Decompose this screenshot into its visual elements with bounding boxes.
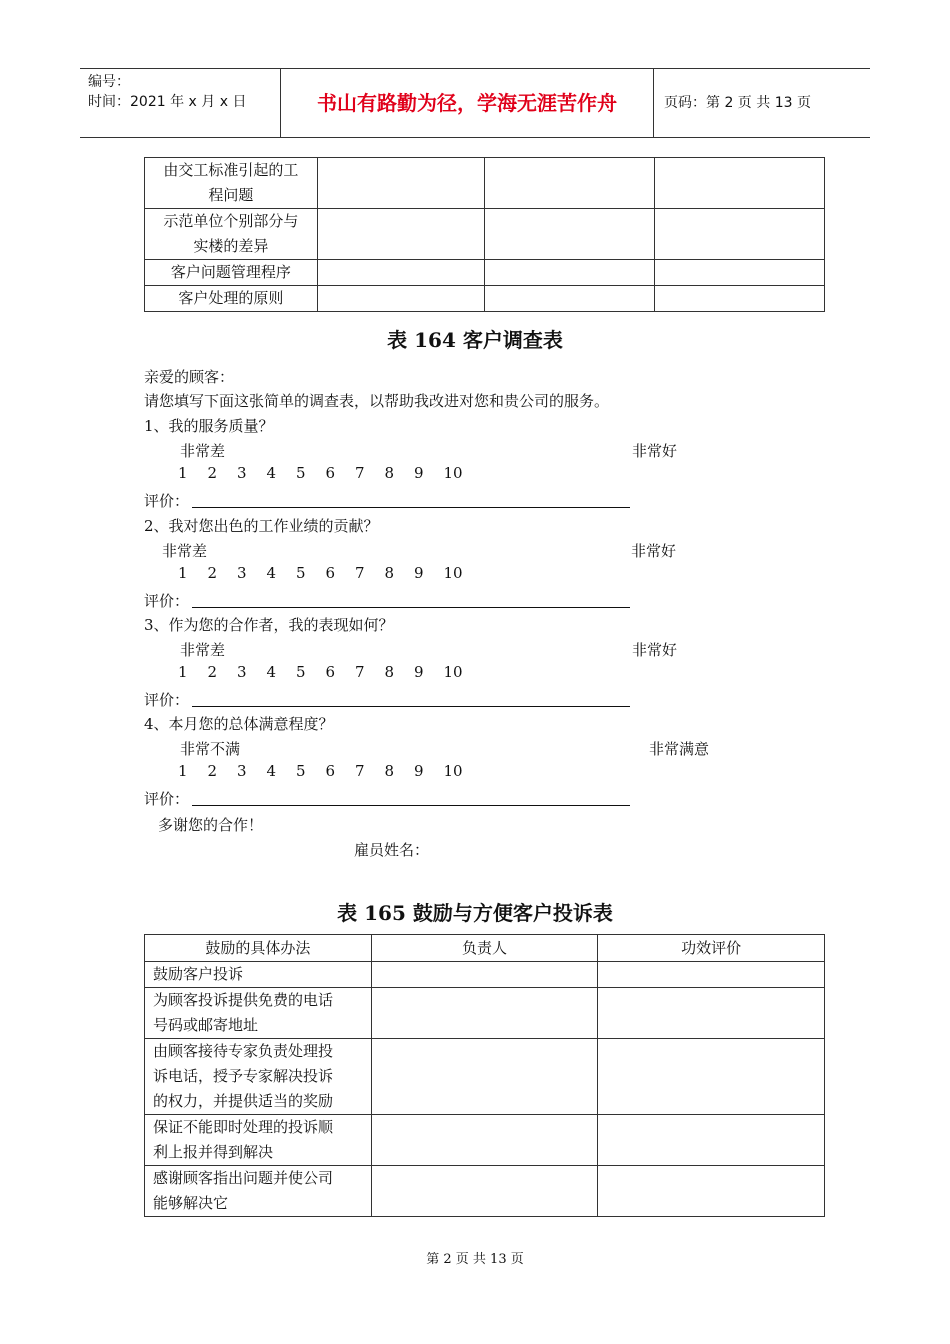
empty-cell[interactable]: [598, 1115, 825, 1166]
comment-label: 评价：: [144, 691, 190, 709]
rating-scale: [178, 663, 473, 681]
empty-cell[interactable]: [371, 962, 598, 988]
scale-number[interactable]: 6: [325, 464, 336, 482]
table-cell: 示范单位个别部分与 实楼的差异: [145, 209, 318, 260]
scale-number[interactable]: 1: [178, 762, 188, 780]
scale-low-label: 非常差: [180, 442, 226, 460]
scale-number[interactable]: 10: [443, 564, 463, 582]
complaint-table-title: 表 165 鼓励与方便客户投诉表: [337, 901, 613, 925]
comment-input-line[interactable]: [192, 507, 630, 508]
empty-cell[interactable]: [598, 962, 825, 988]
table-row: [145, 1115, 825, 1166]
rating-scale: [178, 762, 473, 780]
survey-title: 表 164 客户调查表: [387, 328, 563, 352]
scale-high-label: 非常好: [632, 442, 678, 460]
comment-input-line[interactable]: [192, 607, 630, 608]
method-cell: 鼓励客户投诉: [145, 962, 372, 988]
empty-cell[interactable]: [598, 1039, 825, 1115]
scale-low-label: 非常不满: [180, 740, 241, 758]
empty-cell[interactable]: [598, 1166, 825, 1217]
empty-cell[interactable]: [371, 1166, 598, 1217]
page-indicator: 页码：第 2 页 共 13 页: [664, 95, 811, 111]
scale-low-label: 非常差: [162, 542, 208, 560]
scale-number[interactable]: 8: [384, 464, 395, 482]
table-row: [145, 158, 825, 209]
method-cell: 感谢顾客指出问题并使公司 能够解决它: [145, 1166, 372, 1217]
page-header: [80, 68, 870, 138]
question-text: 4、本月您的总体满意程度？: [144, 715, 334, 733]
scale-number[interactable]: 8: [384, 762, 395, 780]
scale-number[interactable]: 1: [178, 663, 188, 681]
empty-cell[interactable]: [598, 988, 825, 1039]
scale-number[interactable]: 1: [178, 564, 188, 582]
scale-number[interactable]: 6: [325, 663, 336, 681]
scale-number[interactable]: 10: [443, 762, 463, 780]
question-text: 3、作为您的合作者，我的表现如何？: [144, 616, 394, 634]
number-label: 编号：: [88, 74, 130, 90]
scale-number[interactable]: 4: [266, 663, 277, 681]
scale-number[interactable]: 9: [414, 663, 424, 681]
table-row: [145, 209, 825, 260]
scale-high-label: 非常好: [631, 542, 677, 560]
comment-input-line[interactable]: [192, 805, 630, 806]
table-row: [145, 286, 825, 312]
greeting: 亲爱的顾客：: [144, 368, 235, 386]
comment-label: 评价：: [144, 790, 190, 808]
intro: 请您填写下面这张简单的调查表，以帮助我改进对您和贵公司的服务。: [144, 392, 610, 410]
scale-number[interactable]: 2: [207, 464, 218, 482]
table-row: [145, 1039, 825, 1115]
question-text: 1、我的服务质量？: [144, 417, 274, 435]
scale-number[interactable]: 4: [266, 762, 277, 780]
table-row: [145, 962, 825, 988]
method-cell: 由顾客接待专家负责处理投 诉电话，授予专家解决投诉 的权力，并提供适当的奖励: [145, 1039, 372, 1115]
comment-label: 评价：: [144, 492, 190, 510]
table-row: [145, 1166, 825, 1217]
scale-number[interactable]: 8: [384, 564, 395, 582]
scale-number[interactable]: 3: [237, 762, 247, 780]
table-cell: 客户问题管理程序: [145, 260, 318, 286]
complaint-table: [144, 934, 825, 1217]
scale-number[interactable]: 2: [207, 564, 218, 582]
comment-input-line[interactable]: [192, 706, 630, 707]
table-row: [145, 988, 825, 1039]
scale-number[interactable]: 5: [296, 762, 306, 780]
scale-high-label: 非常好: [632, 641, 678, 659]
scale-number[interactable]: 5: [296, 663, 306, 681]
question-text: 2、我对您出色的工作业绩的贡献？: [144, 517, 379, 535]
scale-number[interactable]: 9: [414, 564, 424, 582]
column-header: 负责人: [371, 935, 598, 962]
scale-number[interactable]: 7: [355, 564, 365, 582]
column-header: 鼓励的具体办法: [145, 935, 372, 962]
scale-number[interactable]: 8: [384, 663, 395, 681]
method-cell: 为顾客投诉提供免费的电话 号码或邮寄地址: [145, 988, 372, 1039]
scale-high-label: 非常满意: [649, 740, 710, 758]
employee-name-label: 雇员姓名：: [354, 841, 430, 859]
scale-number[interactable]: 4: [266, 564, 277, 582]
scale-number[interactable]: 7: [355, 464, 365, 482]
scale-number[interactable]: 1: [178, 464, 188, 482]
empty-cell[interactable]: [371, 988, 598, 1039]
column-header: 功效评价: [598, 935, 825, 962]
time-label: 时间：2021 年 x 月 x 日: [88, 94, 247, 110]
thanks: 多谢您的合作！: [158, 816, 264, 834]
rating-scale: [178, 464, 473, 482]
scale-number[interactable]: 3: [237, 564, 247, 582]
method-cell: 保证不能即时处理的投诉顺 利上报并得到解决: [145, 1115, 372, 1166]
page-footer: 第 2 页 共 13 页: [426, 1252, 524, 1267]
scale-number[interactable]: 10: [443, 663, 463, 681]
scale-number[interactable]: 3: [237, 464, 247, 482]
table-row: [145, 260, 825, 286]
scale-number[interactable]: 7: [355, 762, 365, 780]
scale-number[interactable]: 7: [355, 663, 365, 681]
scale-number[interactable]: 10: [443, 464, 463, 482]
scale-number[interactable]: 6: [325, 762, 336, 780]
table-cell: 客户处理的原则: [145, 286, 318, 312]
scale-number[interactable]: 2: [207, 762, 218, 780]
top-issues-table: [144, 157, 825, 312]
scale-number[interactable]: 6: [325, 564, 336, 582]
scale-number[interactable]: 5: [296, 564, 306, 582]
scale-number[interactable]: 3: [237, 663, 247, 681]
scale-number[interactable]: 9: [414, 464, 424, 482]
scale-number[interactable]: 2: [207, 663, 218, 681]
scale-low-label: 非常差: [180, 641, 226, 659]
header-meta: [80, 69, 281, 137]
table-header-row: [145, 935, 825, 962]
scale-number[interactable]: 4: [266, 464, 277, 482]
comment-label: 评价：: [144, 592, 190, 610]
scale-number[interactable]: 9: [414, 762, 424, 780]
empty-cell[interactable]: [371, 1039, 598, 1115]
rating-scale: [178, 564, 473, 582]
table-cell: 由交工标准引起的工 程问题: [145, 158, 318, 209]
scale-number[interactable]: 5: [296, 464, 306, 482]
empty-cell[interactable]: [371, 1115, 598, 1166]
header-motto: 书山有路勤为径，学海无涯苦作舟: [281, 69, 654, 137]
